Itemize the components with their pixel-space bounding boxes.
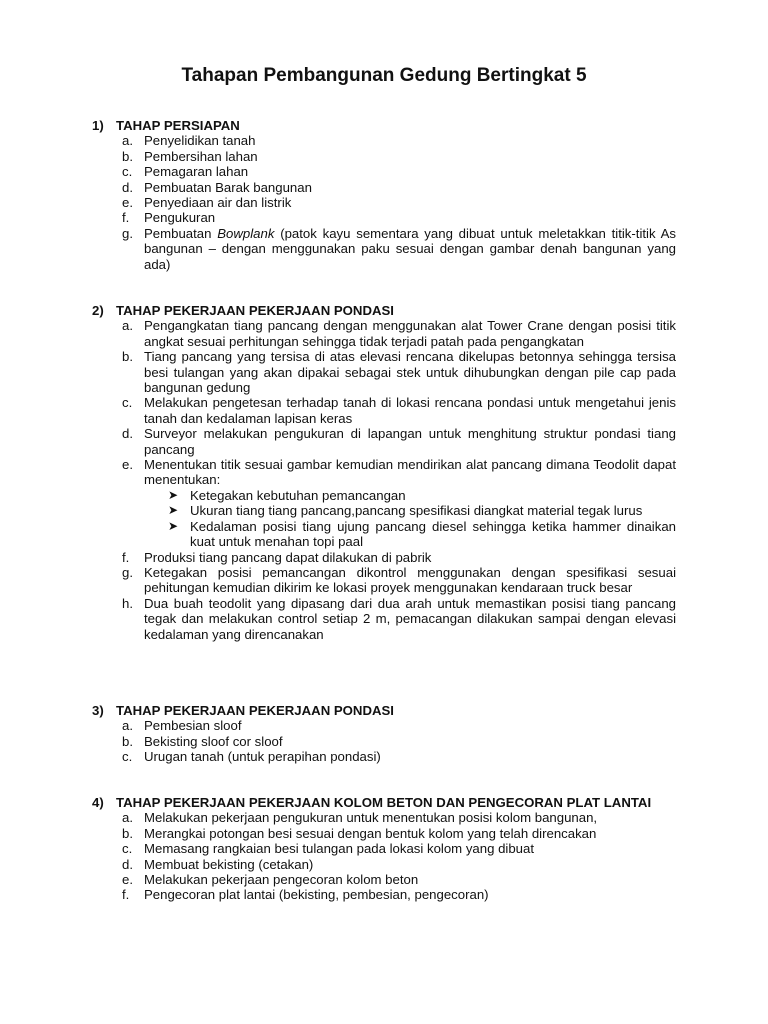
item-text: Menentukan titik sesuai gambar kemudian mendirikan alat pancang dimana Teodolit dapat menentukan: xyxy=(144,457,676,488)
section-number: 4) xyxy=(92,795,104,810)
list-item xyxy=(92,841,676,856)
list-item xyxy=(92,565,676,596)
section-number: 1) xyxy=(92,118,104,133)
item-text: Pengukuran xyxy=(144,210,216,226)
list-item xyxy=(92,210,676,225)
list-item xyxy=(92,718,676,733)
section-heading xyxy=(92,795,676,810)
list-item xyxy=(92,872,676,887)
item-marker: a. xyxy=(122,810,133,826)
item-text: Pengecoran plat lantai (bekisting, pembesian, pengecoran) xyxy=(144,887,489,903)
section-heading xyxy=(92,303,676,318)
list-item xyxy=(92,349,676,395)
item-marker: c. xyxy=(122,164,133,180)
list-item xyxy=(92,133,676,148)
item-marker: d. xyxy=(122,856,133,872)
item-list xyxy=(92,810,676,902)
item-marker: a. xyxy=(122,133,133,149)
item-text: Melakukan pekerjaan pengukuran untuk menentukan posisi kolom bangunan, xyxy=(144,810,598,826)
item-marker: b. xyxy=(122,825,133,841)
section-number: 2) xyxy=(92,303,104,318)
section-title: TAHAP PEKERJAAN PEKERJAAN PONDASI xyxy=(116,703,394,718)
bullet-item xyxy=(168,503,676,518)
item-text: Dua buah teodolit yang dipasang dari dua arah untuk memastikan posisi tiang pancang tegak dan melakukan control setiap 2 m, pemacangan dilakukan sampai dengan elevasi kedalaman yang direncanakan xyxy=(144,595,676,642)
list-item xyxy=(92,195,676,210)
item-marker: g. xyxy=(122,225,133,241)
list-item xyxy=(92,826,676,841)
list-item xyxy=(92,457,676,549)
item-text: Pengangkatan tiang pancang dengan menggunakan alat Tower Crane dengan posisi titik angkat sesuai perhitungan sehingga tidak terjadi patah pada pengangkatan xyxy=(144,318,676,349)
item-text-italic: Bowplank xyxy=(217,225,275,241)
item-text: Membuat bekisting (cetakan) xyxy=(144,856,314,872)
section-title: TAHAP PERSIAPAN xyxy=(116,118,240,133)
section-heading xyxy=(92,703,676,718)
document-title: Tahapan Pembangunan Gedung Bertingkat 5 xyxy=(181,65,587,86)
arrow-bullet-icon: ➤ xyxy=(168,503,179,518)
list-item xyxy=(92,318,676,349)
section-2 xyxy=(92,303,676,642)
item-text: Produksi tiang pancang dapat dilakukan di pabrik xyxy=(144,549,432,565)
item-text: Penyelidikan tanah xyxy=(144,133,256,149)
section-4 xyxy=(92,795,676,903)
item-text-post: (patok kayu sementara yang dibuat untuk meletakkan titik-titik As bangunan – dengan menggunakan paku sesuai dengan gambar denah bangunan yang ada) xyxy=(144,225,676,272)
bullet-text: Ukuran tiang tiang pancang,pancang spesifikasi diangkat material tegak lurus xyxy=(190,503,643,519)
item-text-pre: Pembuatan xyxy=(144,225,218,241)
item-marker: e. xyxy=(122,872,133,888)
bullet-item xyxy=(168,488,676,503)
item-text: Pemagaran lahan xyxy=(144,164,249,180)
section-title: TAHAP PEKERJAAN PEKERJAAN KOLOM BETON DAN PENGECORAN PLAT LANTAI xyxy=(116,795,652,810)
section-heading xyxy=(92,118,676,133)
bullet-item xyxy=(168,519,676,550)
item-list xyxy=(92,318,676,642)
item-marker: a. xyxy=(122,318,133,334)
item-text: Pembuatan Barak bangunan xyxy=(144,179,312,195)
item-marker: f. xyxy=(122,549,130,565)
list-item xyxy=(92,226,676,272)
list-item xyxy=(92,149,676,164)
bullet-text: Kedalaman posisi tiang ujung pancang diesel sehingga ketika hammer dinaikan kuat untuk menahan topi paal xyxy=(190,518,676,550)
section-3 xyxy=(92,703,676,765)
section-title: TAHAP PEKERJAAN PEKERJAAN PONDASI xyxy=(116,303,394,318)
list-item xyxy=(92,180,676,195)
item-text: Surveyor melakukan pengukuran di lapangan untuk menghitung struktur pondasi tiang pancang xyxy=(144,426,676,457)
item-marker: c. xyxy=(122,841,133,857)
item-marker: d. xyxy=(122,426,133,442)
arrow-bullet-icon: ➤ xyxy=(168,487,179,502)
item-text: Melakukan pengetesan terhadap tanah di lokasi rencana pondasi untuk mengetahui jenis tanah dan kedalaman lapisan keras xyxy=(144,395,676,426)
item-marker: d. xyxy=(122,179,133,195)
item-marker: f. xyxy=(122,887,130,903)
list-item xyxy=(92,734,676,749)
list-item xyxy=(92,550,676,565)
item-text: Merangkai potongan besi sesuai dengan bentuk kolom yang telah direncakan xyxy=(144,825,597,841)
arrow-bullet-icon: ➤ xyxy=(168,518,179,533)
bullet-text: Ketegakan kebutuhan pemancangan xyxy=(190,487,406,503)
item-text: Urugan tanah (untuk perapihan pondasi) xyxy=(144,749,381,765)
item-marker: f. xyxy=(122,210,130,226)
list-item xyxy=(92,596,676,642)
item-marker: e. xyxy=(122,457,133,473)
item-marker: b. xyxy=(122,349,133,365)
list-item xyxy=(92,810,676,825)
item-text: Melakukan pekerjaan pengecoran kolom beton xyxy=(144,872,419,888)
item-marker: h. xyxy=(122,595,133,611)
item-text: Pembersihan lahan xyxy=(144,148,258,164)
list-item xyxy=(92,887,676,902)
item-marker: a. xyxy=(122,718,133,734)
item-list xyxy=(92,718,676,764)
list-item xyxy=(92,395,676,426)
section-1 xyxy=(92,118,676,272)
item-text: Memasang rangkaian besi tulangan pada lokasi kolom yang dibuat xyxy=(144,841,535,857)
list-item xyxy=(92,857,676,872)
item-marker: b. xyxy=(122,148,133,164)
item-text: Bekisting sloof cor sloof xyxy=(144,733,283,749)
item-text: Ketegakan posisi pemancangan dikontrol menggunakan dengan spesifikasi sesuai pehitungan kemudian dikirim ke lokasi proyek menggunakan kendaraan truck besar xyxy=(144,564,676,596)
item-marker: g. xyxy=(122,564,133,580)
list-item xyxy=(92,426,676,457)
item-list xyxy=(92,133,676,272)
item-marker: c. xyxy=(122,749,133,765)
bullet-list xyxy=(144,488,676,550)
list-item xyxy=(92,164,676,179)
list-item xyxy=(92,749,676,764)
item-marker: c. xyxy=(122,395,133,411)
item-text: Pembesian sloof xyxy=(144,718,242,734)
item-marker: b. xyxy=(122,733,133,749)
item-marker: e. xyxy=(122,195,133,211)
section-number: 3) xyxy=(92,703,104,718)
item-text: Tiang pancang yang tersisa di atas elevasi rencana dikelupas betonnya sehingga tersisa besi tulangan yang akan dipakai sebagai stek untuk dihubungkan dengan pile cap pada bangunan gedung xyxy=(144,349,676,396)
item-text: Penyediaan air dan listrik xyxy=(144,195,292,211)
